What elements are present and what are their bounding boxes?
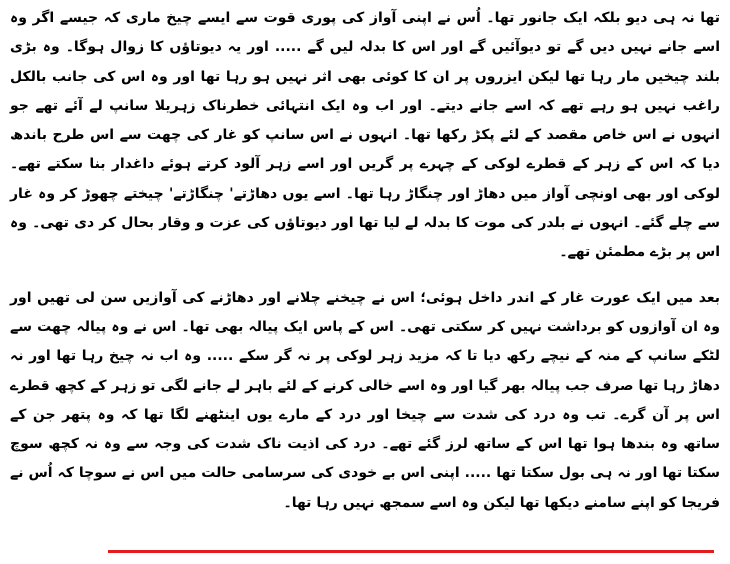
red-separator-line <box>108 550 714 553</box>
article-paragraph-2: بعد میں ایک عورت غار کے اندر داخل ہوئی؛ اس نے چیخنے چلانے اور دھاڑنے کی آوازیں سن لی تھیں اور وہ ان آوازوں کو برداشت نہیں کر سکتی تھی۔ اس کے پاس ایک پیالہ بھی تھا۔ اس نے وہ پیالہ چھت سے لٹکے سانپ کے منہ کے نیچے رکھ دیا تا کہ مزید زہر لوکی پر نہ گر سکے ..... وہ اب نہ چیخ رہا تھا اور نہ دھاڑ رہا تھا صرف جب پیالہ بھر گیا اور وہ اسے خالی کرنے کے لئے باہر لے جانے لگی تو زہر کے کچھ قطرے اس پر آن گرے۔ تب وہ درد کی شدت سے چیخا اور درد کے مارے یوں اینٹھنے لگا تھا کہ وہ پتھر جن کے ساتھ وہ بندھا ہوا تھا اس کے ساتھ لرز گئے تھے۔ درد کی اذیت ناک شدت کی وجہ سے وہ نہ کچھ سوچ سکتا تھا اور نہ ہی بول سکتا تھا ..... اپنی اس بے خودی کی سرسامی حالت میں اس نے سوچا کہ اُس نے فریجا کو اپنے سامنے دیکھا تھا لیکن وہ اسے سمجھ نہیں رہا تھا۔ <box>10 289 720 511</box>
article-paragraph-1: تھا نہ ہی دیو بلکہ ایک جانور تھا۔ اُس نے اپنی آواز کی پوری قوت سے ایسے چیخ ماری کہ جیسے اگر وہ اسے جانے نہیں دیں گے تو دیوآئیں گے اور اس کا بدلہ لیں گے ..... اور یہ دیوتاؤں کا زوال ہوگا۔ وہ بڑی بلند چیخیں مار رہا تھا لیکن ایزروں پر ان کا کوئی بھی اثر نہیں ہو رہا تھا اور وہ اس کی جانب بالکل راغب نہیں ہو رہے تھے کہ اسے جانے دیتے۔ اور اب وہ ایک انتہائی خطرناک زہریلا سانپ لے آئے تھے جو انہوں نے اس خاص مقصد کے لئے پکڑ رکھا تھا۔ انہوں نے اس سانپ کو غار کی چھت سے اس طرح باندھ دیا کہ اس کے زہر کے قطرے لوکی کے چہرے پر گریں اور اسے زہر آلود کرتے ہوئے داغدار بنا سکتے تھے۔ لوکی اور بھی اونچی آواز میں دھاڑ اور چنگاڑ رہا تھا۔ اسے یوں دھاڑتے' چنگاڑتے' چیختے چھوڑ کر وہ غار سے چلے گئے۔ انہوں نے بلدر کی موت کا بدلہ لے لیا تھا اور دیوتاؤں کی عزت و وقار بحال کر دی تھی۔ وہ اس پر بڑے مطمئن تھے۔ <box>10 10 720 261</box>
